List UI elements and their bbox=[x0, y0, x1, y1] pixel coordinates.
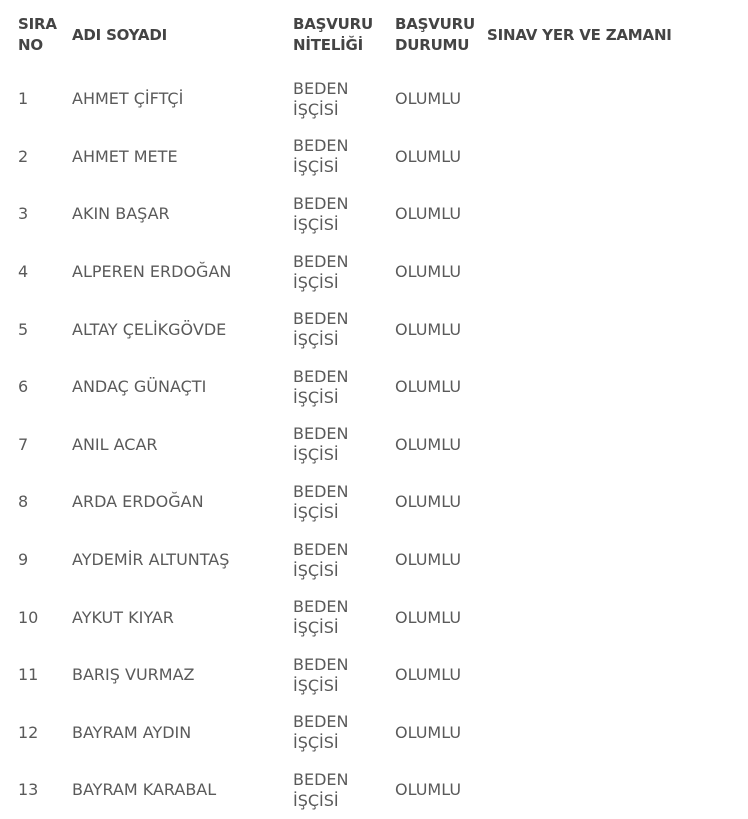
basvuru-durumu-cell: OLUMLU bbox=[395, 262, 462, 282]
adi-soyadi-cell: ANIL ACAR bbox=[72, 434, 158, 454]
basvuru-niteligi-cell bbox=[293, 416, 395, 474]
basvuru-niteligi-cell bbox=[293, 128, 395, 186]
header-sinav-yer-ve-zamani: SINAV YER VE ZAMANI bbox=[487, 25, 672, 44]
sinav-yer-zamani-cell bbox=[487, 243, 748, 301]
table-row bbox=[0, 531, 748, 589]
sinav-yer-zamani-cell bbox=[487, 70, 748, 128]
basvuru-durumu-cell: OLUMLU bbox=[395, 722, 462, 742]
basvuru-niteligi-text: BEDEN İŞÇİSİ bbox=[293, 424, 349, 465]
sinav-yer-zamani-cell bbox=[487, 358, 748, 416]
table-row bbox=[0, 646, 748, 704]
basvuru-durumu-cell: OLUMLU bbox=[395, 319, 462, 339]
basvuru-niteligi-cell bbox=[293, 185, 395, 243]
basvuru-niteligi-text: BEDEN İŞÇİSİ bbox=[293, 193, 349, 234]
sira-no-cell: 6 bbox=[18, 377, 29, 397]
basvuru-niteligi-cell bbox=[293, 588, 395, 646]
sira-no-cell: 3 bbox=[18, 204, 29, 224]
header-sira-no bbox=[0, 0, 72, 70]
sira-no-cell: 5 bbox=[18, 319, 29, 339]
basvuru-durumu-cell: OLUMLU bbox=[395, 550, 462, 570]
adi-soyadi-cell: AHMET ÇİFTÇİ bbox=[72, 89, 184, 109]
basvuru-niteligi-cell bbox=[293, 358, 395, 416]
basvuru-durumu-cell: OLUMLU bbox=[395, 607, 462, 627]
basvuru-niteligi-text: BEDEN İŞÇİSİ bbox=[293, 481, 349, 522]
sinav-yer-zamani-cell bbox=[487, 761, 748, 819]
table-row bbox=[0, 70, 748, 128]
basvuru-durumu-cell: OLUMLU bbox=[395, 377, 462, 397]
sinav-yer-zamani-cell bbox=[487, 128, 748, 186]
table-row bbox=[0, 300, 748, 358]
basvuru-niteligi-cell bbox=[293, 473, 395, 531]
adi-soyadi-cell: ALTAY ÇELİKGÖVDE bbox=[72, 319, 227, 339]
sinav-yer-zamani-cell bbox=[487, 704, 748, 762]
sira-no-cell: 8 bbox=[18, 492, 29, 512]
sinav-yer-zamani-cell bbox=[487, 646, 748, 704]
sira-no-cell: 4 bbox=[18, 262, 29, 282]
basvuru-niteligi-text: BEDEN İŞÇİSİ bbox=[293, 539, 349, 580]
table-row bbox=[0, 416, 748, 474]
basvuru-durumu-cell: OLUMLU bbox=[395, 780, 462, 800]
table-row bbox=[0, 243, 748, 301]
basvuru-niteligi-text: BEDEN İŞÇİSİ bbox=[293, 597, 349, 638]
basvuru-niteligi-text: BEDEN İŞÇİSİ bbox=[293, 654, 349, 695]
adi-soyadi-cell: AYDEMİR ALTUNTAŞ bbox=[72, 550, 230, 570]
basvuru-niteligi-cell bbox=[293, 531, 395, 589]
basvuru-niteligi-text: BEDEN İŞÇİSİ bbox=[293, 769, 349, 810]
basvuru-niteligi-text: BEDEN İŞÇİSİ bbox=[293, 136, 349, 177]
adi-soyadi-cell: ALPEREN ERDOĞAN bbox=[72, 262, 232, 282]
sinav-yer-zamani-cell bbox=[487, 416, 748, 474]
basvuru-niteligi-text: BEDEN İŞÇİSİ bbox=[293, 309, 349, 350]
sira-no-cell: 13 bbox=[18, 780, 39, 800]
sira-no-cell: 11 bbox=[18, 665, 39, 685]
adi-soyadi-cell: ARDA ERDOĞAN bbox=[72, 492, 204, 512]
sira-no-cell: 2 bbox=[18, 146, 29, 166]
basvuru-niteligi-text: BEDEN İŞÇİSİ bbox=[293, 712, 349, 753]
basvuru-niteligi-cell bbox=[293, 243, 395, 301]
table-row bbox=[0, 588, 748, 646]
sira-no-cell: 12 bbox=[18, 722, 39, 742]
header-adi-soyadi: ADI SOYADI bbox=[72, 25, 167, 44]
adi-soyadi-cell: BAYRAM AYDIN bbox=[72, 722, 192, 742]
basvuru-durumu-cell: OLUMLU bbox=[395, 89, 462, 109]
sinav-yer-zamani-cell bbox=[487, 300, 748, 358]
sira-no-cell: 9 bbox=[18, 550, 29, 570]
sinav-yer-zamani-cell bbox=[487, 473, 748, 531]
table-row bbox=[0, 761, 748, 819]
basvuru-niteligi-text: BEDEN İŞÇİSİ bbox=[293, 78, 349, 119]
header-sira-no-label: SIRA NO bbox=[18, 15, 57, 54]
table-row bbox=[0, 185, 748, 243]
adi-soyadi-cell: AYKUT KIYAR bbox=[72, 607, 174, 627]
basvuru-niteligi-text: BEDEN İŞÇİSİ bbox=[293, 251, 349, 292]
sira-no-cell: 10 bbox=[18, 607, 39, 627]
table-body bbox=[0, 70, 748, 819]
table-row bbox=[0, 358, 748, 416]
header-basvuru-durumu-label: BAŞVURU DURUMU bbox=[395, 15, 475, 54]
adi-soyadi-cell: BARIŞ VURMAZ bbox=[72, 665, 195, 685]
table-header bbox=[0, 0, 748, 70]
basvuru-niteligi-cell bbox=[293, 704, 395, 762]
basvuru-niteligi-cell bbox=[293, 646, 395, 704]
header-basvuru-niteligi-label: BAŞVURU NİTELİĞİ bbox=[293, 15, 373, 54]
header-basvuru-durumu bbox=[395, 0, 487, 70]
sinav-yer-zamani-cell bbox=[487, 531, 748, 589]
adi-soyadi-cell: ANDAÇ GÜNAÇTI bbox=[72, 377, 207, 397]
table-row bbox=[0, 704, 748, 762]
sira-no-cell: 1 bbox=[18, 89, 29, 109]
basvuru-durumu-cell: OLUMLU bbox=[395, 492, 462, 512]
basvuru-durumu-cell: OLUMLU bbox=[395, 146, 462, 166]
sinav-yer-zamani-cell bbox=[487, 588, 748, 646]
basvuru-durumu-cell: OLUMLU bbox=[395, 204, 462, 224]
basvuru-niteligi-cell bbox=[293, 300, 395, 358]
sinav-yer-zamani-cell bbox=[487, 185, 748, 243]
adi-soyadi-cell: AHMET METE bbox=[72, 146, 178, 166]
adi-soyadi-cell: BAYRAM KARABAL bbox=[72, 780, 217, 800]
basvuru-niteligi-cell bbox=[293, 70, 395, 128]
table-row bbox=[0, 128, 748, 186]
basvuru-durumu-cell: OLUMLU bbox=[395, 665, 462, 685]
basvuru-durumu-cell: OLUMLU bbox=[395, 434, 462, 454]
basvuru-niteligi-text: BEDEN İŞÇİSİ bbox=[293, 366, 349, 407]
adi-soyadi-cell: AKIN BAŞAR bbox=[72, 204, 170, 224]
sira-no-cell: 7 bbox=[18, 434, 29, 454]
table-row bbox=[0, 473, 748, 531]
header-basvuru-niteligi bbox=[293, 0, 395, 70]
header-row bbox=[0, 0, 748, 70]
basvuru-niteligi-cell bbox=[293, 761, 395, 819]
